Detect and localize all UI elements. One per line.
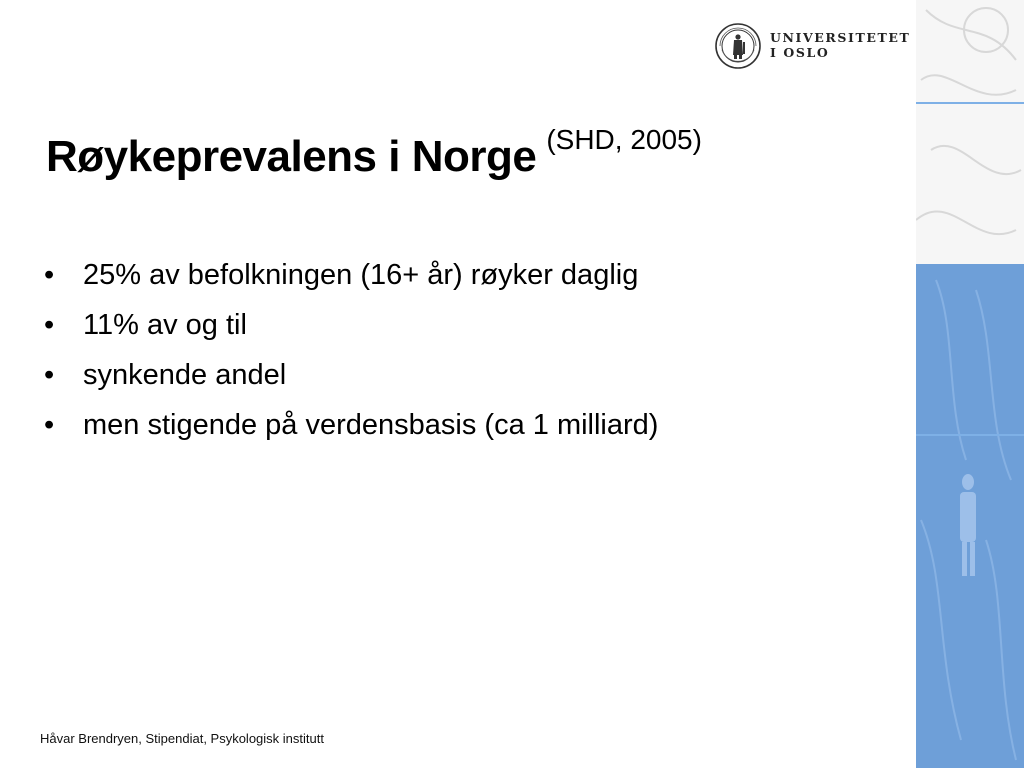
- decorative-band: [916, 0, 1024, 768]
- bullet-text: synkende andel: [83, 359, 287, 391]
- slide-footer: Håvar Brendryen, Stipendiat, Psykologisk institutt: [40, 731, 324, 746]
- slide-title-main: Røykeprevalens i Norge: [46, 132, 537, 181]
- bullet-marker: •: [44, 309, 55, 341]
- bullet-text: 25% av befolkningen (16+ år) røyker daglig: [83, 259, 639, 291]
- bullet-marker: •: [44, 359, 55, 391]
- university-name: [770, 30, 910, 60]
- decorative-statue-image: [916, 0, 1024, 768]
- decorative-line: [916, 102, 1024, 104]
- university-name-line2: I OSLO: [770, 45, 830, 60]
- bullet-text: men stigende på verdensbasis (ca 1 milliard): [83, 409, 659, 441]
- decorative-line: [916, 434, 1024, 436]
- university-seal-icon: [714, 22, 762, 70]
- bullet-marker: •: [44, 409, 55, 441]
- slide-title-source: (SHD, 2005): [546, 124, 702, 155]
- university-name-line1: UNIVERSITETET: [770, 30, 911, 45]
- bullet-text: 11% av og til: [83, 309, 247, 341]
- bullet-marker: •: [44, 259, 55, 291]
- university-logo: [714, 22, 911, 70]
- slide-title: [46, 124, 702, 182]
